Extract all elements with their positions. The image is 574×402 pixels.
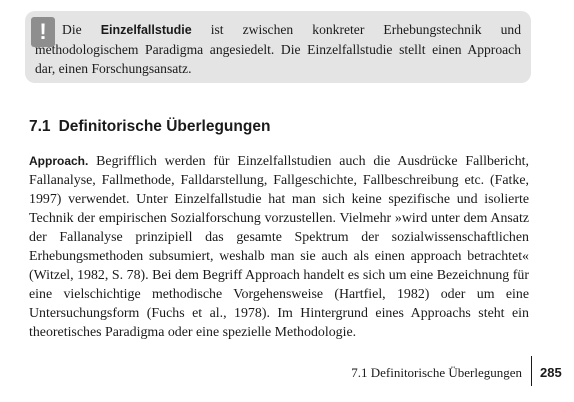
paragraph-lead-term: Approach.	[29, 154, 89, 168]
section-number: 7.1	[29, 118, 51, 135]
callout-text-prefix: Die	[62, 22, 101, 37]
footer-divider	[531, 356, 532, 386]
section-heading	[29, 117, 270, 137]
section-title: Definitorische Überlegungen	[58, 118, 271, 135]
callout-text	[35, 20, 521, 78]
paragraph-text: Begrifflich werden für Einzelfallstudien auch die Ausdrücke Fallbericht, Fallanalyse, Fallmethode, Falldarstellung, Fallgeschichte, Fallbeschreibung etc. (Fatke, 1997) verwendet. Unter Einzelfallstudie hat man sich keine spezifische und isolierte Technik der empirischen Sozialforschung vorzustellen. Vielmehr »wird unter dem Ansatz der Fallanalyse prinzipiell das gesamte Spektrum der sozialwissenschaftlichen Erhebungsmethoden subsumiert, weshalb man sie auch als einen approach betrachtet« (Witzel, 1982, S. 78). Bei dem Begriff Approach handelt es sich um eine Bezeichnung für eine vielschichtige methodische Vorgehensweise (Hartfiel, 1982) oder um eine Untersuchungsform (Fuchs et al., 1978). Im Hintergrund eines Approachs steht ein theoretisches Paradigma oder eine spezielle Methodologie.	[29, 154, 529, 340]
callout-text-body: ist zwischen konkreter Erhebungstechnik und methodologischem Paradigma angesiedelt. Die Einzelfallstudie stellt einen Approach dar, einen Forschungsansatz.	[35, 22, 521, 76]
footer-running-title: 7.1 Definitorische Überlegungen	[351, 365, 522, 380]
body-paragraph	[29, 152, 529, 342]
exclamation-icon: !	[31, 17, 55, 47]
page-number: 285	[540, 365, 562, 380]
info-callout-box	[25, 11, 531, 83]
callout-key-term: Einzelfallstudie	[100, 23, 192, 37]
